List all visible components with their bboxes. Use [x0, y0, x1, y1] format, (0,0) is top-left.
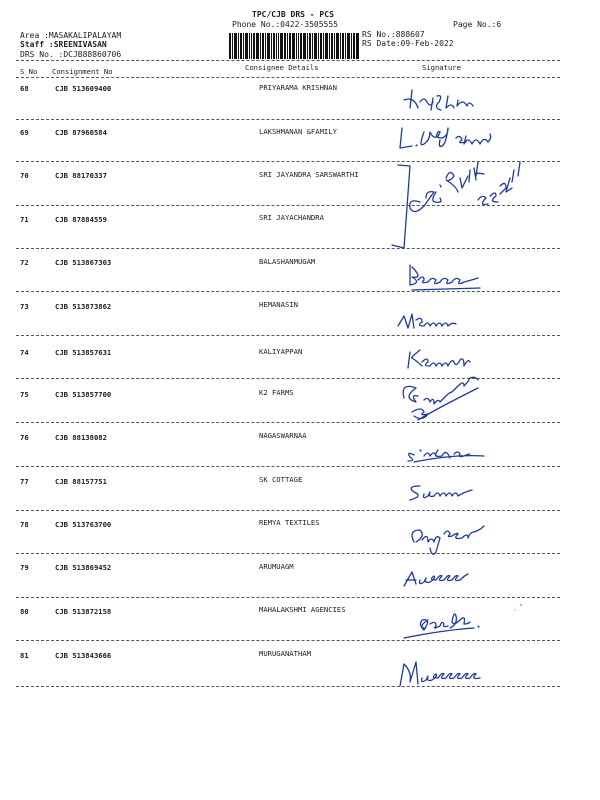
row-consignee: BALASHANMUGAM [259, 257, 316, 266]
row-consignment: CJB 88157751 [55, 477, 107, 486]
row-consignee: MURUGANATHAM [259, 649, 311, 658]
rs-date: RS Date:09-Feb-2022 [362, 39, 454, 48]
row-sno: 77 [20, 477, 29, 486]
row-sno: 79 [20, 563, 29, 572]
row-sno: 74 [20, 348, 29, 357]
row-consignment: CJB 513869452 [55, 563, 112, 572]
row-sno: 71 [20, 215, 29, 224]
row-consignment: CJB 513843666 [55, 651, 112, 660]
row-sno: 75 [20, 390, 29, 399]
row-sno: 78 [20, 520, 29, 529]
column-consignment: Consignment No [52, 67, 113, 76]
row-consignee: ARUMUAGM [259, 562, 294, 571]
row-consignment: CJB 87884559 [55, 215, 107, 224]
row-consignment: CJB 513857631 [55, 348, 112, 357]
row-consignee: KALIYAPPAN [259, 347, 303, 356]
row-consignment: CJB 88138082 [55, 433, 107, 442]
column-sno: S No [20, 67, 38, 76]
drs-number: DRS No. :DCJB88860706 [20, 50, 122, 59]
signature-78 [412, 526, 484, 554]
row-consignment: CJB 88170337 [55, 171, 107, 180]
row-consignment: CJB 513609400 [55, 84, 112, 93]
area-label: Area :MASAKALIPALAYAM [20, 31, 122, 40]
signature-70-71 [392, 162, 520, 248]
signature-68 [404, 90, 473, 110]
row-consignment: CJB 513857700 [55, 390, 112, 399]
row-consignment: CJB 513872158 [55, 607, 112, 616]
signature-81 [400, 662, 480, 686]
row-sno: 70 [20, 171, 29, 180]
row-consignee: SRI JAYANDRA SARSWARTHI [259, 170, 359, 179]
column-consignee: Consignee Details [245, 63, 319, 72]
staff-label: Staff :SREENIVASAN [20, 40, 107, 49]
row-sno: 72 [20, 258, 29, 267]
row-consignee: REMYA TEXTILES [259, 518, 320, 527]
row-sno: 68 [20, 84, 29, 93]
signature-74 [408, 350, 470, 368]
signature-72 [410, 265, 480, 290]
row-consignment: CJB 513873862 [55, 302, 112, 311]
column-signature: Signature [422, 63, 461, 72]
row-consignee: LAKSHMANAN &FAMILY [259, 127, 337, 136]
row-sno: 80 [20, 607, 29, 616]
phone-number: Phone No.:0422-3505555 [232, 20, 338, 29]
row-sno: 81 [20, 651, 29, 660]
page-number: Page No.:6 [453, 20, 502, 29]
row-consignment: CJB 513763700 [55, 520, 112, 529]
row-consignee: HEMANASIN [259, 300, 298, 309]
row-consignment: CJB 87960584 [55, 128, 107, 137]
signature-69 [400, 128, 491, 148]
signature-73 [398, 314, 456, 328]
row-consignment: CJB 513867303 [55, 258, 112, 267]
row-sno: 69 [20, 128, 29, 137]
row-consignee: NAGASWARNAA [259, 431, 307, 440]
row-sno: 76 [20, 433, 29, 442]
row-consignee: PRIYARAMA KRISHNAN [259, 83, 337, 92]
rs-number: RS No.:888607 [362, 30, 425, 39]
signature-77 [410, 486, 472, 500]
row-consignee: K2 FARMS [259, 388, 294, 397]
report-title: TPC/CJB DRS - PCS [252, 10, 334, 19]
signature-76 [408, 450, 484, 462]
row-sno: 73 [20, 302, 29, 311]
signature-75 [403, 377, 478, 420]
signature-80 [404, 614, 479, 638]
signature-79 [404, 572, 468, 586]
row-consignee: SRI JAYACHANDRA [259, 213, 324, 222]
row-consignee: SK COTTAGE [259, 475, 303, 484]
row-consignee: MAHALAKSHMI AGENCIES [259, 605, 346, 614]
